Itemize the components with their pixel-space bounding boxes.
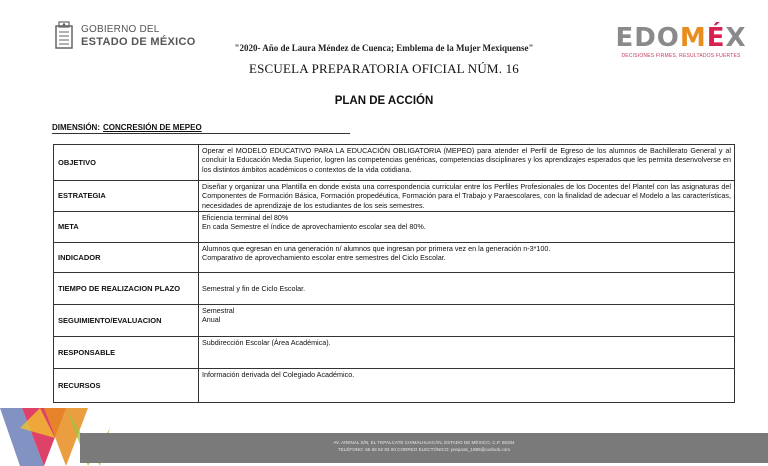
row-label: TIEMPO DE REALIZACION PLAZO — [54, 273, 199, 305]
row-label: INDICADOR — [54, 243, 199, 273]
footer-address: AV. ARENAL S/N, EL TEPALCATE CHIMALHUACÁN, ESTADO DE MÉXICO, C.P. 56334 — [333, 440, 515, 445]
table-row — [54, 369, 735, 403]
school-name: ESCUELA PREPARATORIA OFICIAL NÚM. 16 — [248, 61, 519, 76]
gov-logo-line2: ESTADO DE MÉXICO — [81, 36, 196, 48]
row-text: Semestral — [202, 306, 235, 315]
footer-text — [80, 440, 768, 453]
row-label: RESPONSABLE — [54, 337, 199, 369]
row-text: Información derivada del Colegiado Académico. — [202, 370, 355, 379]
edomex-wordmark: EDO M É X — [615, 23, 747, 53]
row-text: Anual — [202, 315, 221, 325]
table-row — [54, 243, 735, 273]
row-label: RECURSOS — [54, 369, 199, 403]
page-title: PLAN DE ACCIÓN — [334, 95, 434, 107]
dimension-label: DIMENSIÓN: — [52, 123, 100, 132]
year-motto: "2020- Año de Laura Méndez de Cuenca; Emblema de la Mujer Mexiquense" — [234, 43, 534, 53]
gov-logo-line1: GOBIERNO DEL — [81, 24, 160, 35]
footer-contact: TELÉFONO: 55 58 52 83 00 CORREO ELECTÓNICO: prepa16_1986@outlook.com — [337, 446, 511, 452]
row-label: OBJETIVO — [54, 145, 199, 181]
edomex-logo — [615, 23, 747, 59]
row-text: En cada Semestre el índice de aprovechamiento escolar sea del 80%. — [202, 222, 426, 232]
row-text: Alumnos que egresan en una generación n/ alumnos que ingresan por primera vez en la generación n-3*100. — [202, 244, 551, 253]
table-row — [54, 305, 735, 337]
row-label: SEGUIMIENTO/EVALUACION — [54, 305, 199, 337]
action-plan-table — [53, 144, 735, 403]
table-row — [54, 212, 735, 243]
row-text: Diseñar y organizar una Plantilla en donde exista una correspondencia curricular entre los Perfiles Profesionales de los Docentes del Plantel con las asignaturas del Componentes de Formación Básica, Formación propedéutica, Formación para el Trabajo y Paraescolares, con la finalidad de adecuar el Modelo a las características, necesidades de aprendizaje de los estudiantes de los seis semestres. — [202, 182, 731, 210]
row-text: Semestral y fin de Ciclo Escolar. — [202, 283, 306, 293]
row-label: META — [54, 212, 199, 243]
dimension-value: CONCRESIÓN DE MEPEO — [103, 123, 202, 132]
edomex-slogan: DECISIONES FIRMES, RESULTADOS FUERTES — [621, 53, 741, 59]
table-row — [54, 145, 735, 181]
row-label: ESTRATEGIA — [54, 181, 199, 212]
row-text: Subdirección Escolar (Área Académica). — [202, 338, 331, 347]
row-text: Operar el MODELO EDUCATIVO PARA LA EDUCACIÓN OBLIGATORIA (MEPEO) para atender el Perfil de Egreso de los alumnos de Bachillerato General y al concluir la Educación Media Superior, logren las competencias genéricas, competencias disciplinares y los aprendizajes esperados que les permita desenvolverse en los distintos ámbitos académicos o contextos de la vida cotidiana. — [202, 146, 731, 174]
row-text: Comparativo de aprovechamiento escolar entre semestres del Ciclo Escolar. — [202, 253, 446, 263]
row-text: Eficiencia terminal del 80% — [202, 213, 289, 222]
table-row — [54, 273, 735, 305]
dimension-line — [52, 123, 350, 134]
table-row — [54, 181, 735, 212]
table-row — [54, 337, 735, 369]
